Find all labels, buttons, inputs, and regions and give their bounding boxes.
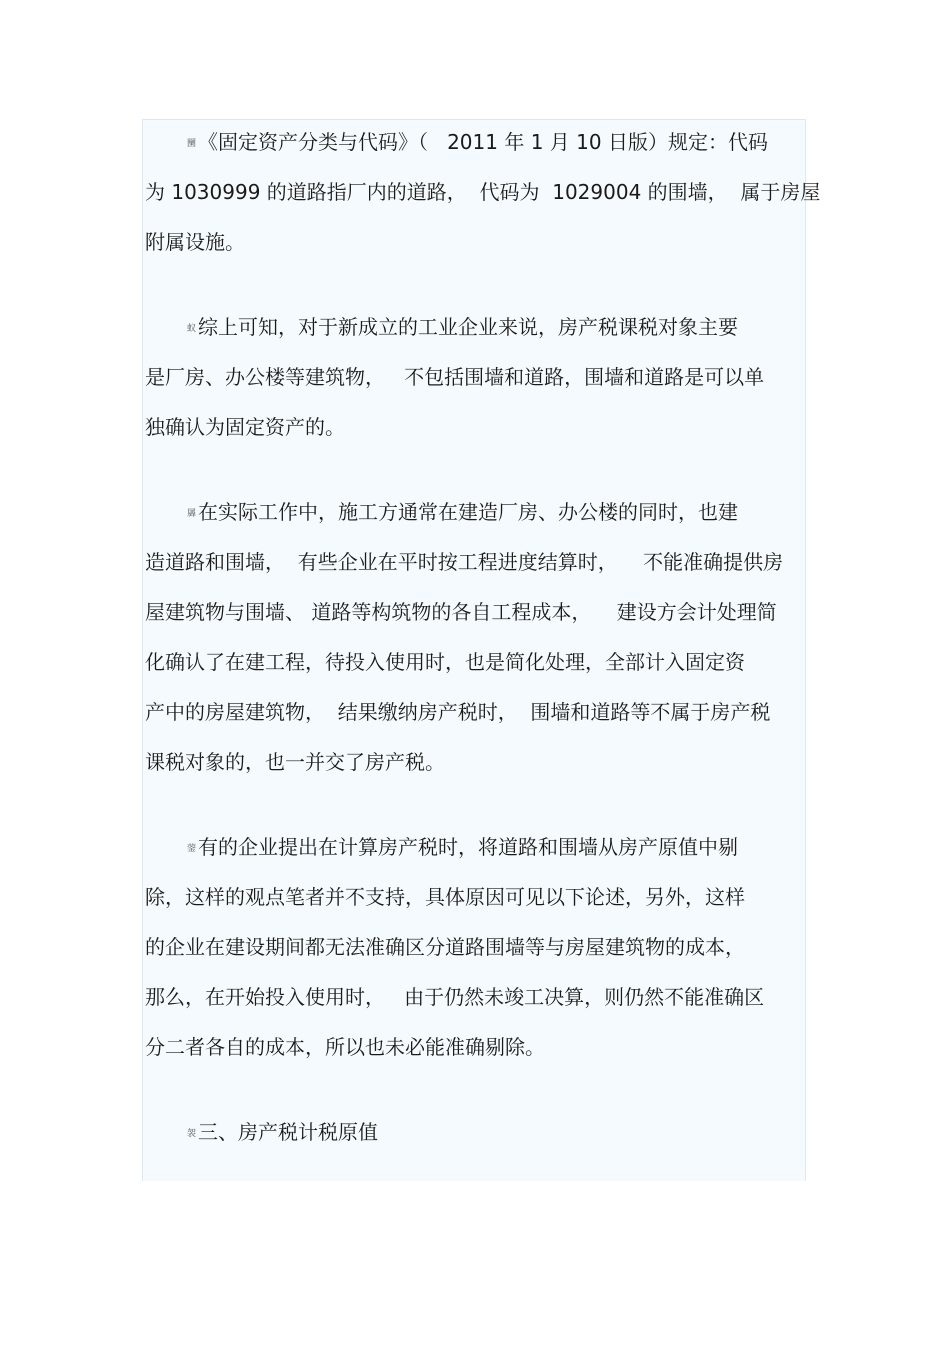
paragraph-3-line-5: 产中的房屋建筑物， 结果缴纳房产税时， 围墙和道路等不属于房产税 [145,700,771,724]
paragraph-2-line-3: 独确认为固定资产的。 [145,415,345,439]
paragraph-4-line-1 [187,834,738,862]
section-heading [187,1119,378,1147]
paragraph-marker: 蓥 [187,843,197,854]
line-text: 有的企业提出在计算房产税时，将道路和围墙从房产原值中剔 [198,835,739,859]
paragraph-4-line-2: 除，这样的观点笔者并不支持，具体原因可见以下论述，另外，这样 [145,885,745,909]
paragraph-4-line-5: 分二者各自的成本，所以也未必能准确剔除。 [145,1035,545,1059]
paragraph-3-line-1 [187,499,738,527]
document-page [142,119,821,1181]
paragraph-marker: 蚁 [187,323,197,334]
paragraph-4-line-3: 的企业在建设期间都无法准确区分道路围墙等与房屋建筑物的成本， [145,935,745,959]
paragraph-3-line-4: 化确认了在建工程，待投入使用时，也是简化处理，全部计入固定资 [145,650,745,674]
paragraph-3-line-3: 屋建筑物与围墙、 道路等构筑物的各自工程成本， 建设方会计处理简 [145,600,777,624]
paragraph-1-line-1 [187,129,768,157]
paragraph-marker: 圞 [187,138,197,149]
paragraph-2-line-2: 是厂房、办公楼等建筑物， 不包括围墙和道路，围墙和道路是可以单 [145,365,765,389]
paragraph-1-line-2: 为 1030999 的道路指厂内的道路， 代码为 1029004 的围墙， 属于房屋 [145,180,821,204]
heading-text: 三、房产税计税原值 [198,1120,379,1144]
line-text: 《固定资产分类与代码》（ 2011 年 1 月 10 日版）规定：代码 [198,130,768,154]
paragraph-3-line-2: 造道路和围墙， 有些企业在平时按工程进度结算时， 不能准确提供房 [145,550,784,574]
line-text: 在实际工作中，施工方通常在建造厂房、办公楼的同时，也建 [198,500,739,524]
paragraph-4-line-4: 那么，在开始投入使用时， 由于仍然未竣工决算，则仍然不能准确区 [145,985,765,1009]
paragraph-3-line-6: 课税对象的，也一并交了房产税。 [145,750,445,774]
paragraph-2-line-1 [187,314,738,342]
paragraph-marker: 袈 [187,1128,197,1139]
line-text: 综上可知，对于新成立的工业企业来说，房产税课税对象主要 [198,315,739,339]
paragraph-1-line-3: 附属设施。 [145,230,245,254]
paragraph-marker: 羼 [187,508,197,519]
